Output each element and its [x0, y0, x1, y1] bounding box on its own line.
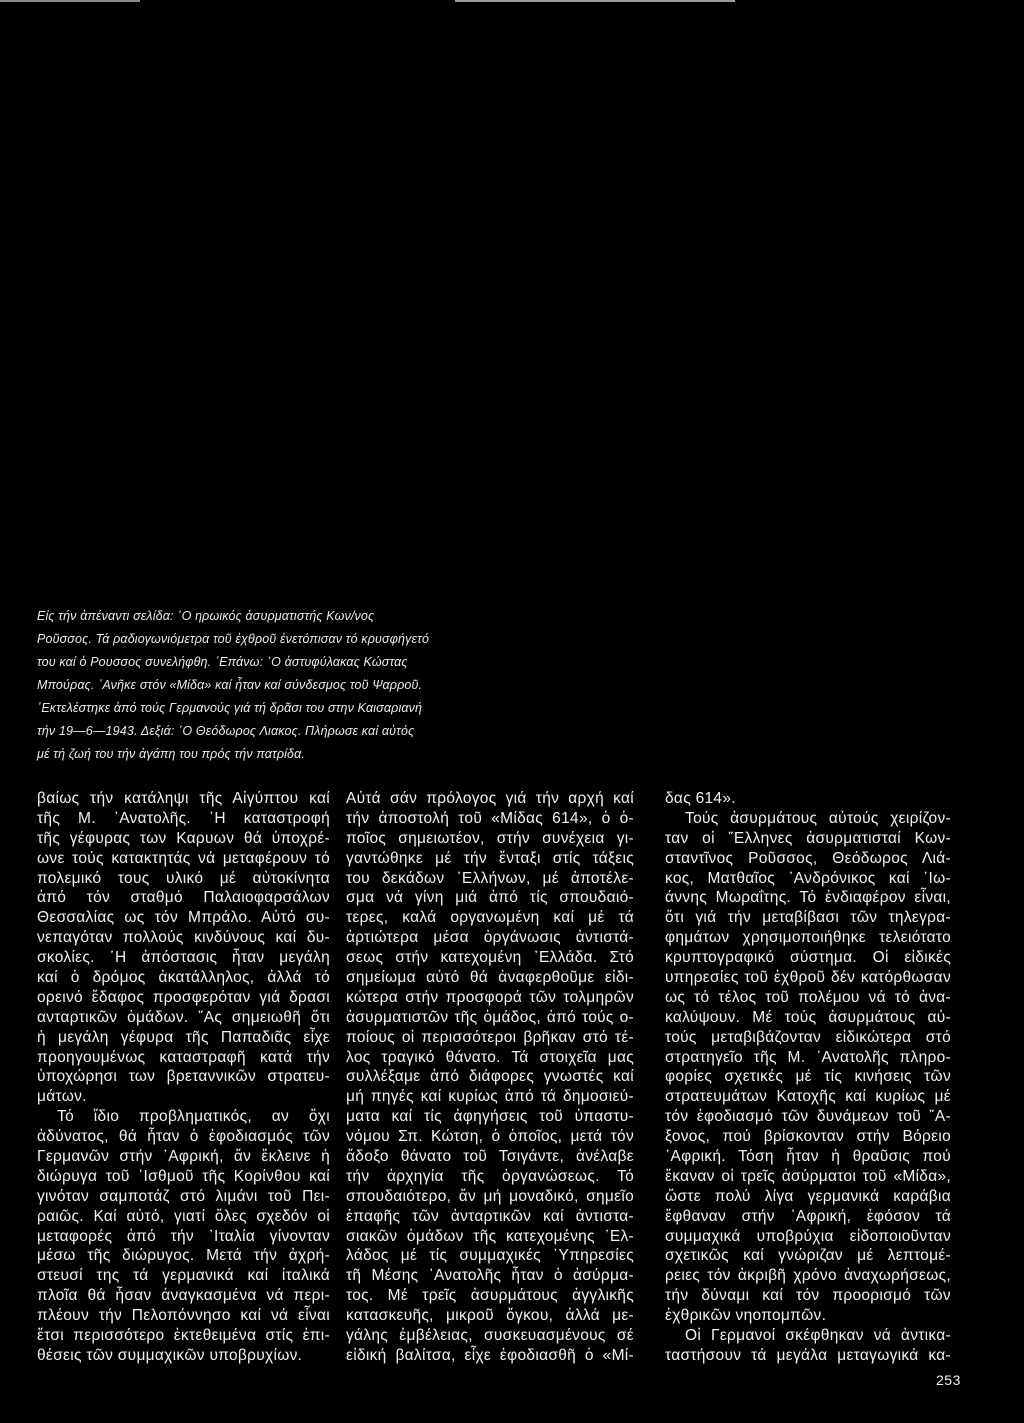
text-column-1	[37, 789, 330, 1366]
body-text-line: διώρυγα τοῦ ᾿Ισθμοῦ τῆς Κορίνθου καί	[37, 1167, 330, 1185]
body-text-line: στευσί της τά γερμανικά καί ἰταλικά	[37, 1267, 330, 1285]
page-number: 253	[936, 1372, 961, 1388]
body-text-line: ωνε τούς κατακτητάς νά μεταφέρουν τό	[37, 849, 330, 867]
body-text-line: ἐπαφῆς τῶν ἀνταρτικῶν καί ἀντιστα-	[346, 1207, 634, 1225]
body-text-line: ἔτσι περισσότερο ἐκτεθειμένα στίς ἐπι-	[37, 1327, 330, 1345]
body-text-line: πλέουν τήν Πελοπόννησο καί νά εἶναι	[37, 1307, 330, 1325]
body-text-line: τῆς Μ. ᾿Ανατολῆς. ῾Η καταστροφή	[37, 809, 330, 827]
body-text-line: μεταφορές ἀπό τήν ᾿Ιταλία γίνονταν	[37, 1227, 330, 1245]
body-text-line: ως τό τέλος τοῦ πολέμου νά τό ἀνα-	[665, 988, 951, 1006]
body-text-line: Τούς ἀσυρμάτους αὐτούς χειρίζον-	[685, 809, 951, 827]
body-text-line: μέσω τῆς διώρυγος. Μετά τήν ἀχρή-	[37, 1247, 330, 1265]
body-text-line: ματα καί τίς ἀφηγήσεις τοῦ ὑπαστυ-	[346, 1108, 634, 1126]
body-text-line: καί ὁ δρόμος ἀκατάλληλος, ἀλλά τό	[37, 969, 330, 987]
body-text-line: ὅτι γιά τήν μεταβίβασι τῶν τηλεγρα-	[665, 909, 951, 927]
text-column-2	[346, 789, 634, 1366]
body-text-line: Αὐτά σάν πρόλογος γιά τήν αρχή καί	[346, 790, 634, 807]
body-text-line: ὑποχώρησι των βρεταννικῶν στρατευ-	[37, 1068, 330, 1086]
body-text-line: κρυπτογραφικό σύστημα. Οἱ εἰδικές	[665, 949, 951, 967]
body-text-line: νόμου Σπ. Κώτση, ὁ ὁποῖος, μετά τόν	[346, 1128, 634, 1146]
body-text-line: άννης Μωραΐτης. Τό ἐνδιαφέρον εἶναι,	[665, 889, 951, 907]
body-text-line: του δεκάδων ᾿Ελλήνων, μέ ἀποτέλε-	[346, 869, 634, 887]
caption-line: Εἰς τήν ἀπέναντι σελίδα: ῾Ο ηρωικός ἀσυρματιστής Κων/νος	[37, 609, 375, 623]
body-text-line: ἀρτιώτερα μέσα ὀργάνωσις ἀντιστά-	[346, 929, 634, 947]
body-text-line: υπηρεσίες τοῦ ἐχθροῦ δέν κατόρθωσαν	[665, 969, 951, 987]
paragraph	[665, 789, 951, 809]
body-text-line: δας 614».	[665, 790, 736, 807]
body-text-line: κατασκευῆς, μικροῦ ὄγκου, ἀλλά με-	[346, 1307, 634, 1325]
body-text-line: σκολίες. ῾Η ἀπόστασις ἦταν μεγάλη	[37, 949, 330, 967]
paragraph	[665, 809, 951, 1326]
paragraph	[665, 1326, 951, 1366]
body-text-line: τήν ἀποστολή τοῦ «Μίδας 614», ὁ ὁ-	[346, 809, 634, 827]
body-text-line: τήν δύναμι καί τόν προορισμό τῶν	[665, 1287, 951, 1305]
body-text-line: τήν ἀρχηγία τῆς ὀργανώσεως. Τό	[346, 1167, 634, 1185]
body-text-line: τῆς γέφυρας των Καρυων θά ὑποχρέ-	[37, 829, 330, 847]
body-text-line: ανταρτικῶν ὁμάδων. ῎Ας σημειωθῆ ὅτι	[37, 1008, 330, 1026]
text-column-3	[665, 789, 951, 1366]
body-text-line: γινόταν σαμποτάζ στό λιμάνι τοῦ Πει-	[37, 1187, 330, 1205]
body-text-line: σεως στήν κατεχομένη ᾿Ελλάδα. Στό	[346, 949, 634, 967]
body-text-line: ρειες τόν ἀκριβῆ χρόνο ἀναχωρήσεως,	[665, 1267, 951, 1285]
body-text-line: σταντῖνος Ροῦσσος, Θεόδωρος Λιά-	[665, 849, 951, 867]
body-text-line: γαντώθηκε μέ τήν ἔνταξι στίς τάξεις	[346, 849, 634, 867]
body-text-line: ἔκαναν οἱ τρεῖς ἀσύρματοι τοῦ «Μίδα»,	[665, 1167, 951, 1185]
body-text-line: στρατηγεῖο τῆς Μ. ᾿Ανατολῆς πληρο-	[665, 1048, 951, 1066]
body-text-line: βαίως τήν κατάληψι τῆς Αἰγύπτου καί	[37, 790, 330, 807]
paragraph	[37, 1107, 330, 1366]
body-text-line: ᾿Αφρική. Τόση ἦταν ἡ θραῦσις πού	[665, 1148, 951, 1166]
body-text-line: νεπαγόταν πολλούς κινδύνους καί δυ-	[37, 929, 330, 947]
body-text-line: κώτερα στήν προσφορά τῶν τολμηρῶν	[346, 988, 634, 1006]
body-text-line: κος, Ματθαῖος ᾿Ανδρόνικος καί ᾿Ιω-	[665, 869, 951, 887]
body-text-line: φορίες σχετικές μέ τίς κινήσεις τῶν	[665, 1068, 951, 1086]
body-text-line: προηγουμένως καταστραφῆ κατά τήν	[37, 1048, 330, 1066]
caption-line: Μπούρας. ᾿Ανῆκε στόν «Μίδα» καί ἦταν καί σύνδεσμος τοῦ Ψαρροῦ.	[37, 678, 423, 692]
body-text-line: ἔφθαναν στήν ᾿Αφρική, ἐφόσον τά	[665, 1207, 951, 1225]
body-text-line: πολεμικό τους υλικό μέ αὐτοκίνητα	[37, 869, 330, 887]
scan-edge-line	[0, 0, 140, 2]
scan-edge-line	[455, 0, 735, 2]
body-text-line: ραιῶς. Καί αὐτό, γιατί ὅλες σχεδόν οἱ	[37, 1207, 330, 1225]
body-text-line: ποίους οἱ περισσότεροι βρῆκαν στό τέ-	[346, 1028, 634, 1046]
caption-line: μέ τή ζωή του τήν ἀγάπη του πρός τήν πατρίδα.	[37, 747, 306, 761]
body-text-line: λος τραγικό θάνατο. Τά στοιχεῖα μας	[346, 1048, 634, 1066]
body-text-line: σμα νά γίνη μιά ἀπό τίς σπουδαιό-	[346, 889, 634, 907]
body-text-line: ορεινό ἔδαφος προσφερόταν γιά δρασι	[37, 988, 330, 1006]
body-text-line: σπουδαιότερο, ἄν μή μοναδικό, σημεῖο	[346, 1187, 634, 1205]
body-text-line: ἄδοξο θάνατο τοῦ Τσιγάντε, ἀνέλαβε	[346, 1148, 634, 1166]
body-text-line: θέσεις τῶν συμμαχικῶν υποβρυχίων.	[37, 1346, 303, 1364]
body-text-line: σημείωμα αὐτό θά ἀναφερθοῦμε εἰδι-	[346, 969, 634, 987]
body-text-line: ξονος, πού βρίσκονταν στήν Βόρειο	[665, 1128, 951, 1146]
body-text-line: τῆ Μέσης ᾿Ανατολῆς ἦταν ὁ ἀσύρμα-	[346, 1267, 634, 1285]
body-text-line: τόν ἐφοδιασμό τῶν δυνάμεων τοῦ ῎Α-	[665, 1108, 951, 1126]
caption-line: του καί ὁ Ρουσσος συνελήφθη. ᾿Επάνω: ῾Ο ἀστυφύλακας Κώστας	[37, 655, 408, 669]
photo-area	[0, 4, 1024, 594]
body-text-line: ἀσυρματιστῶν τῆς ὁμάδος, ἀπό τούς ο-	[346, 1008, 634, 1026]
body-text-line: τούς μεταβιβάζονταν εἰδικώτερα στό	[665, 1028, 951, 1046]
paragraph	[37, 789, 330, 1107]
body-text-line: μάτων.	[37, 1088, 87, 1106]
caption-line: τήν 19—6—1943. Δεξιά: ῾Ο Θεόδωρος Λιακος. Πλήρωσε καί αὐτός	[37, 724, 415, 738]
body-text-line: μή πηγές καί κυρίως ἀπό τά δημοσιεύ-	[346, 1088, 634, 1106]
body-text-line: συμμαχικά υποβρύχια εἰδοποιοῦνταν	[665, 1227, 951, 1245]
body-text-line: Οἱ Γερμανοί σκέφθηκαν νά ἀντικα-	[685, 1327, 951, 1345]
body-text-line: σχετικῶς καί γνώριζαν μέ λεπτομέ-	[665, 1247, 951, 1265]
body-text-line: ἐχθρικῶν νηοπομπῶν.	[665, 1307, 827, 1325]
body-text-line: γάλης ἐμβέλειας, συσκευασμένους σέ	[346, 1327, 634, 1345]
paragraph	[346, 789, 634, 1366]
caption-line: ᾿Εκτελέστηκε ἀπό τούς Γερμανούς γιά τή δρᾶσι του στην Καισαριανή	[37, 701, 423, 715]
body-text-line: Γερμανῶν στήν ᾿Αφρική, ἄν ἔκλεινε ἡ	[37, 1148, 330, 1166]
body-text-line: σιακῶν ὁμάδων τῆς κατεχομένης ᾿Ελ-	[346, 1227, 634, 1245]
body-text-line: ἀπό τόν σταθμό Παλαιοφαρσάλων	[37, 889, 330, 907]
caption-line: Ροῦσσος. Τά ραδιογωνιόμετρα τοῦ ἐχθροῦ ἐνετόπισαν τό κρυσφήγετό	[37, 632, 430, 646]
body-text-line: τος. Μέ τρεῖς ἀσυρμάτους ἀγγλικῆς	[346, 1287, 634, 1305]
body-text-line: τερες, καλά οργανωμένη καί μέ τά	[346, 909, 634, 927]
body-text-line: ταν οἱ ῞Ελληνες ἀσυρματισταί Κων-	[665, 829, 951, 847]
photo-caption	[37, 605, 477, 766]
body-text-line: πλοῖα θά ἦσαν ἀναγκασμένα νά περι-	[37, 1287, 330, 1305]
body-text-line: ταστήσουν τά μεγάλα μεταγωγικά κα-	[665, 1346, 951, 1364]
body-text-line: συλλέξαμε ἀπό διάφορες γνωστές καί	[346, 1068, 634, 1086]
body-text-line: εἰδική βαλίτσα, εἶχε ἐφοδιασθῆ ὁ «Μί-	[346, 1346, 634, 1364]
body-text-line: λάδος μέ τίς συμμαχικές ῾Υπηρεσίες	[346, 1247, 634, 1265]
body-text-line: ἡ μεγάλη γέφυρα τῆς Παπαδιᾶς εἶχε	[37, 1028, 330, 1046]
body-text-line: στρατευμάτων Κατοχῆς καί κυρίως μέ	[665, 1088, 951, 1106]
body-text-line: ποῖος σημειωτέον, στήν συνέχεια γι-	[346, 829, 634, 847]
body-text-line: καλύψουν. Μέ τούς ἀσυρμάτους αὐ-	[665, 1008, 951, 1026]
body-text-line: Τό ἴδιο προβληματικός, αν ὄχι	[57, 1108, 330, 1126]
body-text-line: φημάτων χρησιμοποιήθηκε τελειότατο	[665, 929, 951, 947]
body-text-line: Θεσσαλίας ως τόν Μπράλο. Αὐτό συ-	[37, 909, 330, 927]
body-text-line: ἀδύνατος, θά ἦταν ὁ ἐφοδιασμός τῶν	[37, 1128, 330, 1146]
body-text-line: ὥστε πολύ λίγα γερμανικά καράβια	[665, 1187, 951, 1205]
